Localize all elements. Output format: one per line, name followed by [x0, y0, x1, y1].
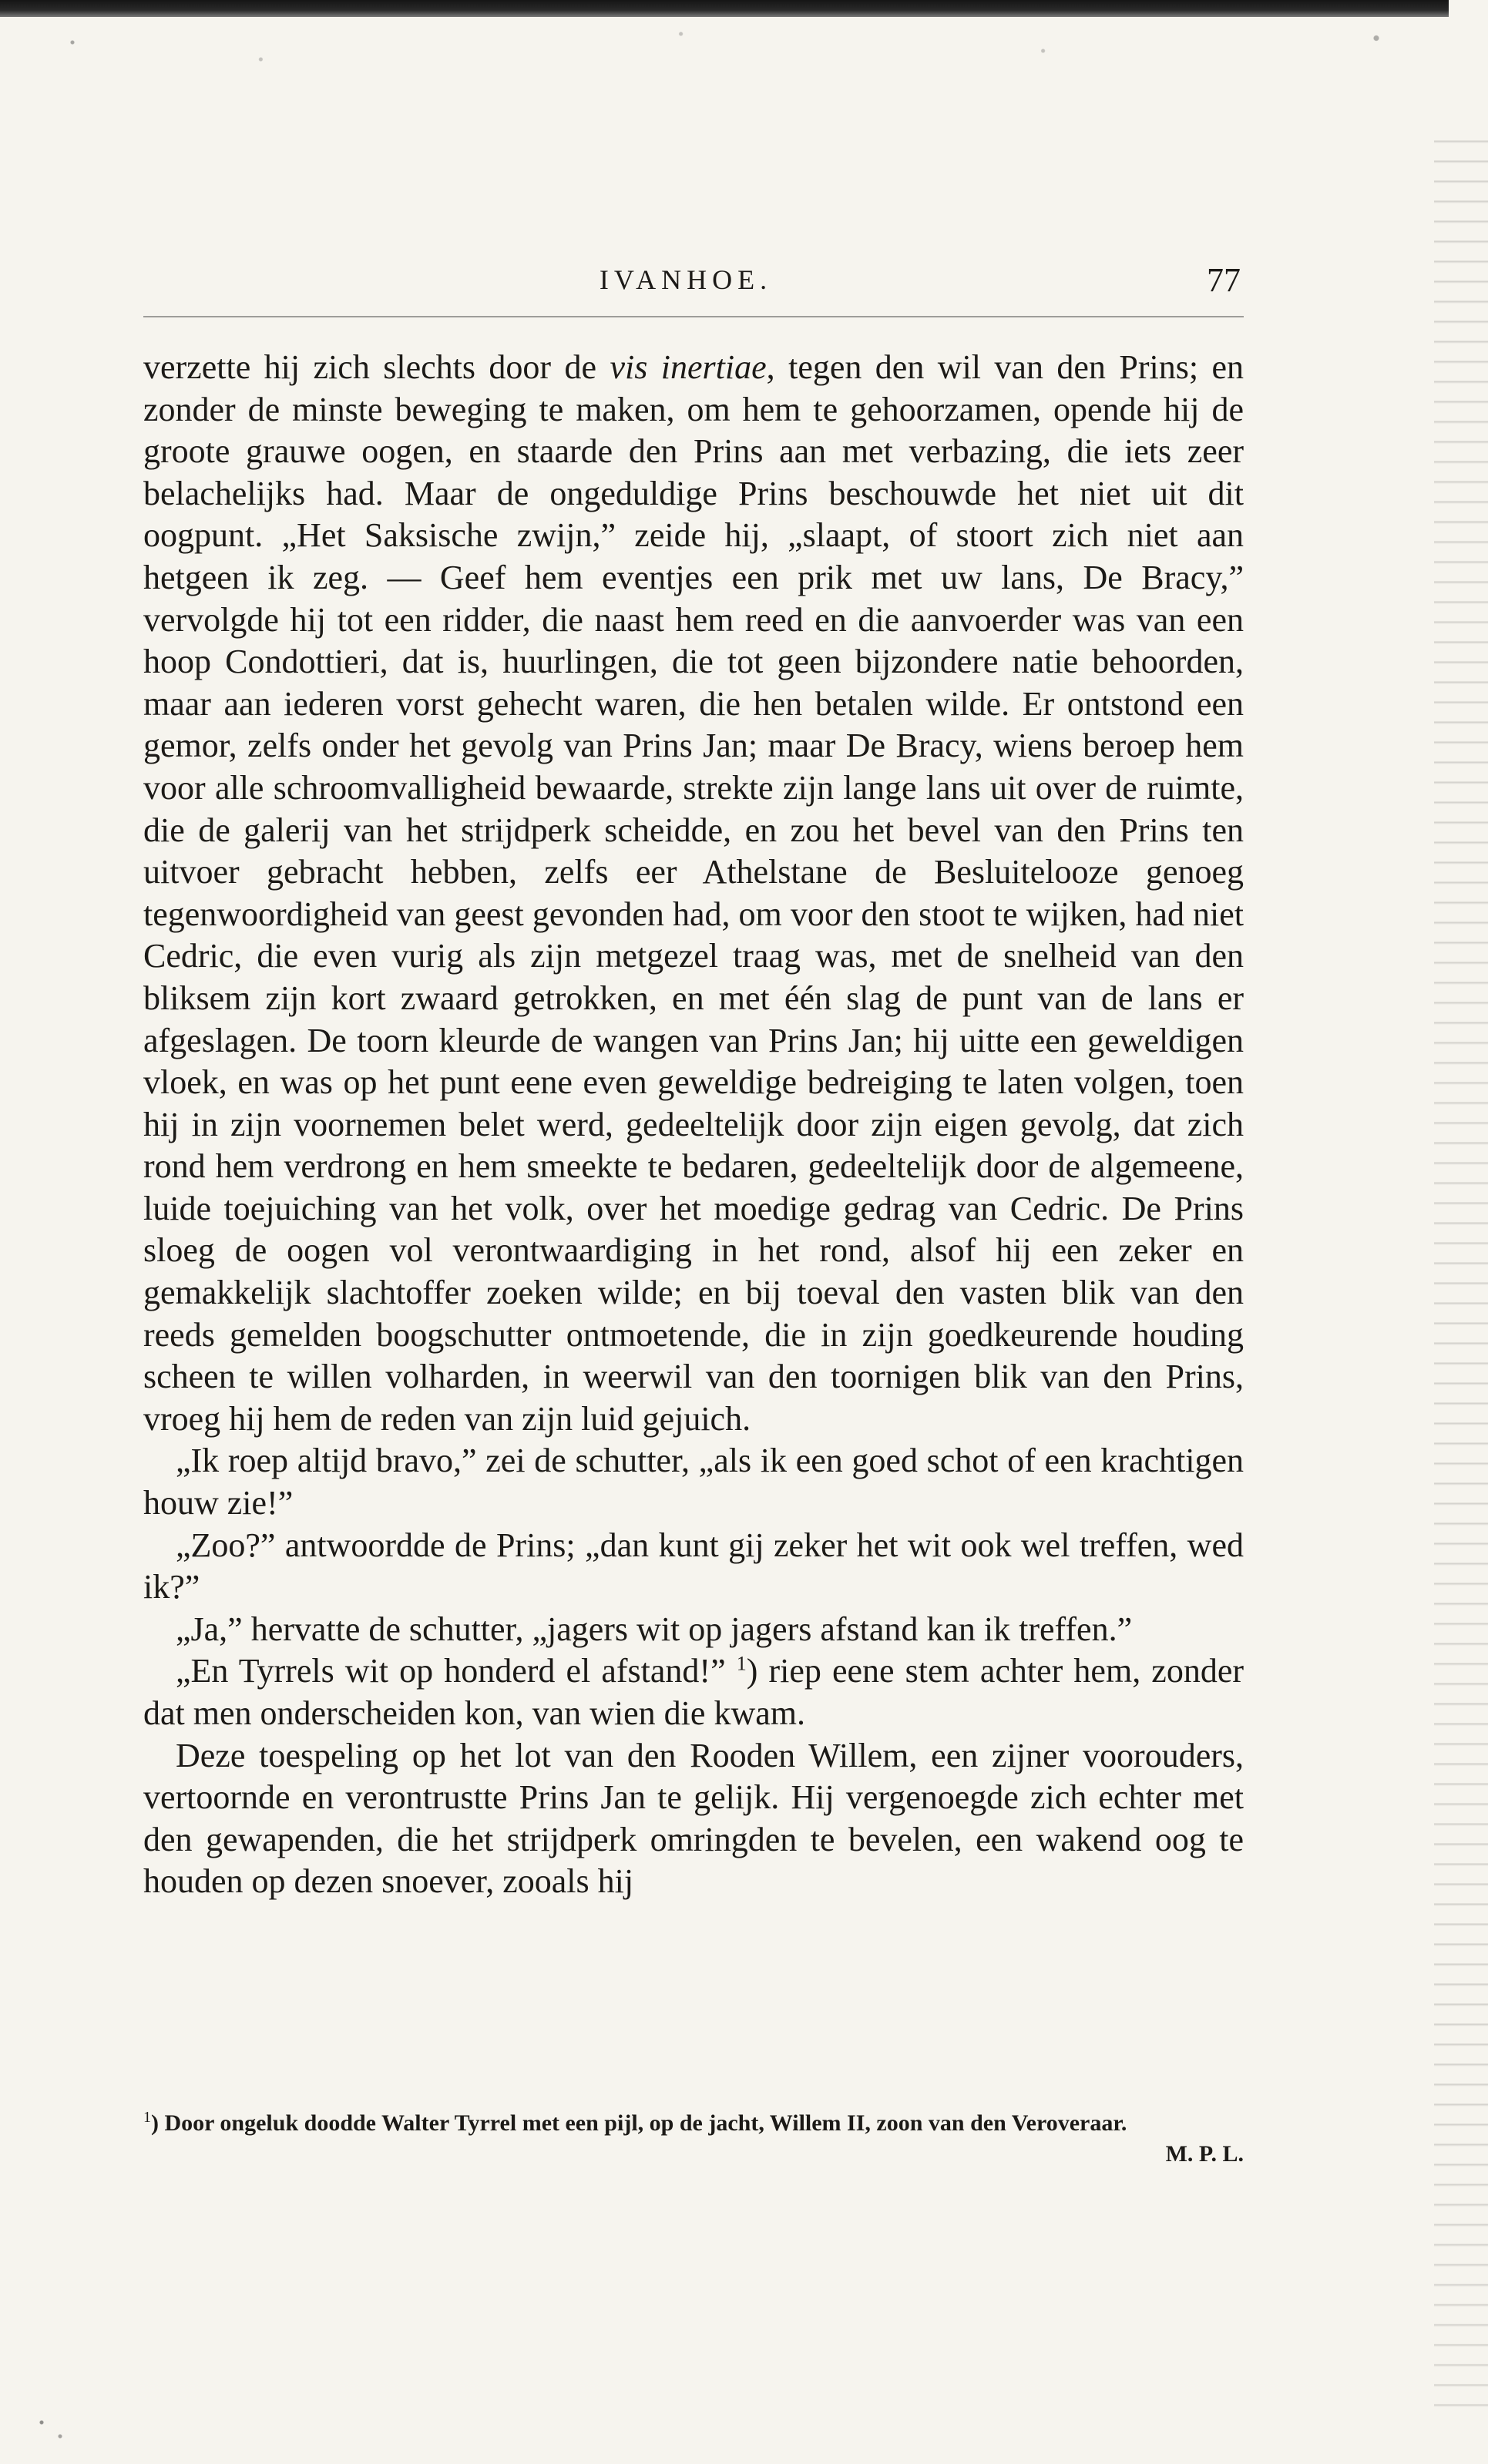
footnote-signature: M. P. L.	[1165, 2141, 1244, 2167]
footnote-body	[143, 2108, 1244, 2139]
running-title: IVANHOE.	[599, 264, 773, 295]
paragraph: Deze toespeling op het lot van den Rooden Willem, een zijner voorouders, vertoornde en verontrustte Prins Jan te gelijk. Hij vergenoegde zich echter met den gewapenden, die het strijdperk omringden te bevelen, een wakend oog te houden op dezen snoever, zooals hij	[143, 1736, 1244, 1901]
header-rule	[143, 316, 1244, 317]
scan-speckle	[0, 17, 1449, 102]
top-edge-rule	[0, 0, 1449, 17]
page-number: 77	[1207, 261, 1241, 299]
paragraph: „En Tyrrels wit op honderd el afstand!” $^1$) riep eene stem achter hem, zonder dat men onderscheiden kon, van wien die kwam.	[143, 1652, 1244, 1732]
page-edge-shadow	[1434, 123, 1488, 2419]
footnote-marker: 1	[143, 2109, 151, 2126]
footnote	[143, 2108, 1244, 2170]
footnote-signature-row	[143, 2139, 1244, 2170]
paragraph: „Ja,” hervatte de schutter, „jagers wit op jagers afstand kan ik treffen.”	[176, 1610, 1133, 1648]
scan-speckle-bottom	[23, 2404, 85, 2450]
footnote-text: ) Door ongeluk doodde Walter Tyrrel met een pijl, op de jacht, Willem II, zoon van den Veroveraar.	[151, 2110, 1127, 2136]
paragraph: „Ik roep altijd bravo,” zei de schutter, „als ik een goed schot of een krachtigen houw zie!”	[143, 1442, 1244, 1522]
running-header	[0, 260, 1488, 307]
footnote-content	[143, 2108, 1127, 2139]
body-text	[143, 347, 1244, 1903]
paragraph: verzette hij zich slechts door de vis inertiae, tegen den wil van den Prins; en zonder de minste beweging te maken, om hem te gehoorzamen, opende hij de groote grauwe oogen, en staarde den Prins aan met verbazing, die iets zeer belachelijks had. Maar de ongeduldige Prins beschouwde het niet uit dit oogpunt. „Het Saksische zwijn,” zeide hij, „slaapt, of stoort zich niet aan hetgeen ik zeg. — Geef hem eventjes een prik met uw lans, De Bracy,” vervolgde hij tot een ridder, die naast hem reed en die aanvoerder was van een hoop Condottieri, dat is, huurlingen, die tot geen bijzondere natie behoorden, maar aan iederen vorst gehecht waren, die hen betalen wilde. Er ontstond een gemor, zelfs onder het gevolg van Prins Jan; maar De Bracy, wiens beroep hem voor alle schroomvalligheid bewaarde, strekte zijn lange lans uit over de ruimte, die de galerij van het strijdperk scheidde, en zou het bevel van den Prins ten uitvoer gebracht hebben, zelfs eer Athelstane de Besluitelooze genoeg tegenwoordigheid van geest gevonden had, om voor den stoot te wijken, had niet Cedric, die even vurig als zijn metgezel traag was, met de snelheid van den bliksem zijn kort zwaard getrokken, en met één slag de punt van de lans er afgeslagen. De toorn kleurde de wangen van Prins Jan; hij uitte een geweldigen vloek, en was op het punt eene even geweldige bedreiging te laten volgen, toen hij in zijn voornemen belet werd, gedeeltelijk door zijn eigen gevolg, dat zich rond hem verdrong en hem smeekte te bedaren, gedeeltelijk door de algemeene, luide toejuiching van het volk, over het moedige gedrag van Cedric. De Prins sloeg de oogen vol verontwaardiging in het rond, alsof hij een zeker en gemakkelijk slachtoffer zoeken wilde; en bij toeval den vasten blik van den reeds gemelden boogschutter ontmoetende, die in zijn goedkeurende houding scheen te willen volharden, in weerwil van den toornigen blik van den Prins, vroeg hij hem de reden van zijn luid gejuich.	[143, 348, 1244, 1438]
paragraph: „Zoo?” antwoordde de Prins; „dan kunt gij zeker het wit ook wel treffen, wed ik?”	[143, 1526, 1244, 1606]
